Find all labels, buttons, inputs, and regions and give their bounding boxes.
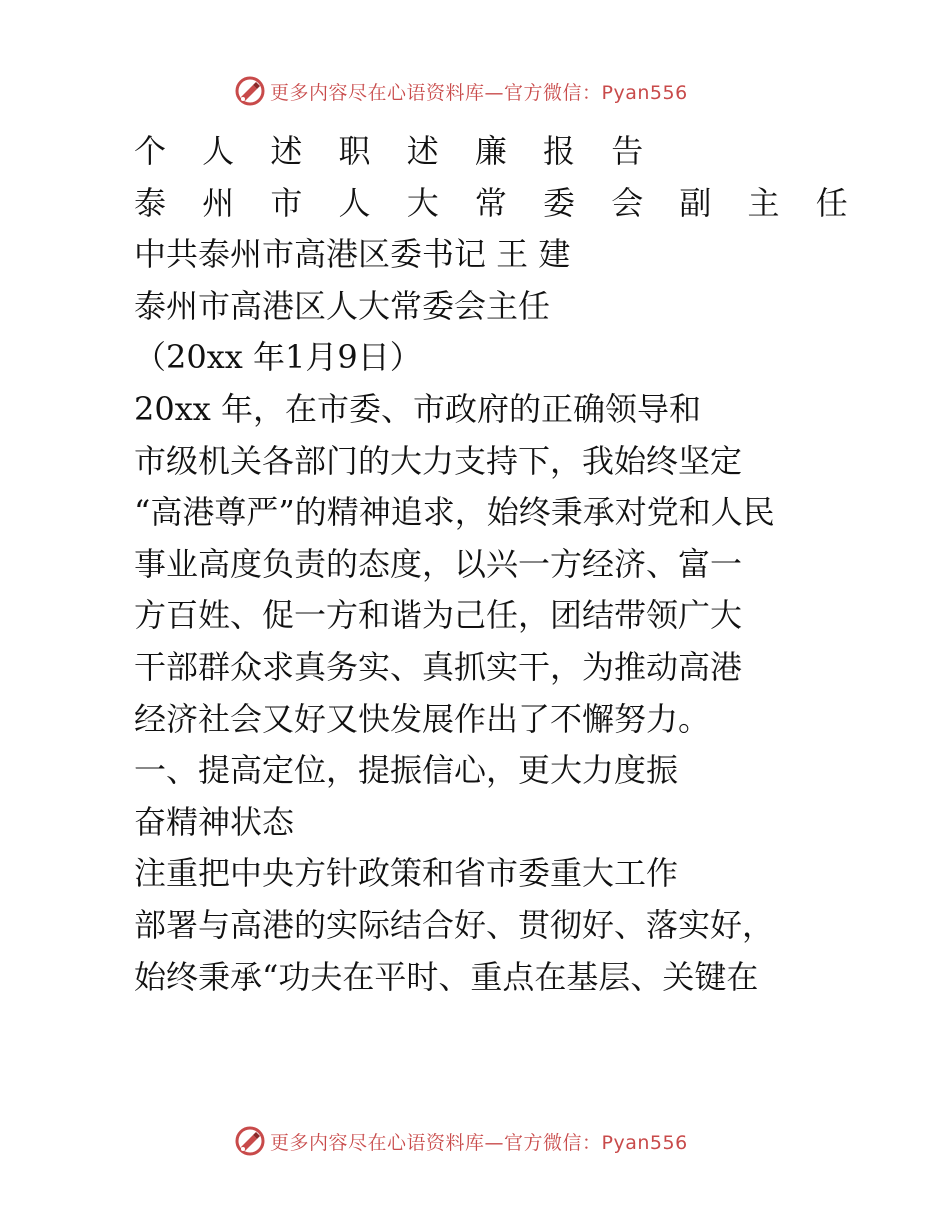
paragraph-line: 20xx 年，在市委、市政府的正确领导和 (134, 389, 701, 428)
section-heading: 一、提高定位，提振信心，更大力度振 (134, 751, 679, 790)
header-watermark (234, 73, 688, 109)
paragraph-line: 注重把中央方针政策和省市委重大工作 (134, 854, 679, 893)
document-body (134, 126, 914, 1003)
paragraph-line: 市级机关各部门的大力支持下，我始终坚定 (134, 441, 743, 480)
watermark-text: 更多内容尽在心语资料库—官方微信：Pyan556 (270, 1131, 688, 1154)
report-title: 个 人 述 职 述 廉 报 告 (134, 132, 657, 170)
paragraph-line: “高港尊严”的精神追求，始终秉承对党和人民 (134, 493, 775, 532)
paragraph-line: 干部群众求真务实、真抓实干，为推动高港 (134, 647, 743, 686)
author-title-line-3: 泰州市高港区人大常委会主任 (134, 286, 551, 325)
paragraph-line: 经济社会又好又快发展作出了不懈努力。 (134, 699, 711, 738)
author-title-line-2: 中共泰州市高港区委书记 王 建 (134, 235, 571, 274)
paragraph-line: 方百姓、促一方和谐为己任，团结带领广大 (134, 596, 743, 635)
pen-seal-logo-icon (234, 1125, 266, 1157)
paragraph-line: 始终秉承“功夫在平时、重点在基层、关键在 (134, 957, 759, 996)
pen-seal-logo-icon (234, 75, 266, 107)
footer-watermark (234, 1123, 688, 1159)
watermark-text: 更多内容尽在心语资料库—官方微信：Pyan556 (270, 81, 688, 104)
section-heading: 奋精神状态 (134, 802, 295, 841)
author-title-line-1: 泰 州 市 人 大 常 委 会 副 主 任 (134, 183, 861, 222)
paragraph-line: 部署与高港的实际结合好、贯彻好、落实好， (134, 905, 775, 944)
report-date: （20xx 年1月9日） (134, 338, 422, 377)
paragraph-line: 事业高度负责的态度，以兴一方经济、富一 (134, 544, 743, 583)
